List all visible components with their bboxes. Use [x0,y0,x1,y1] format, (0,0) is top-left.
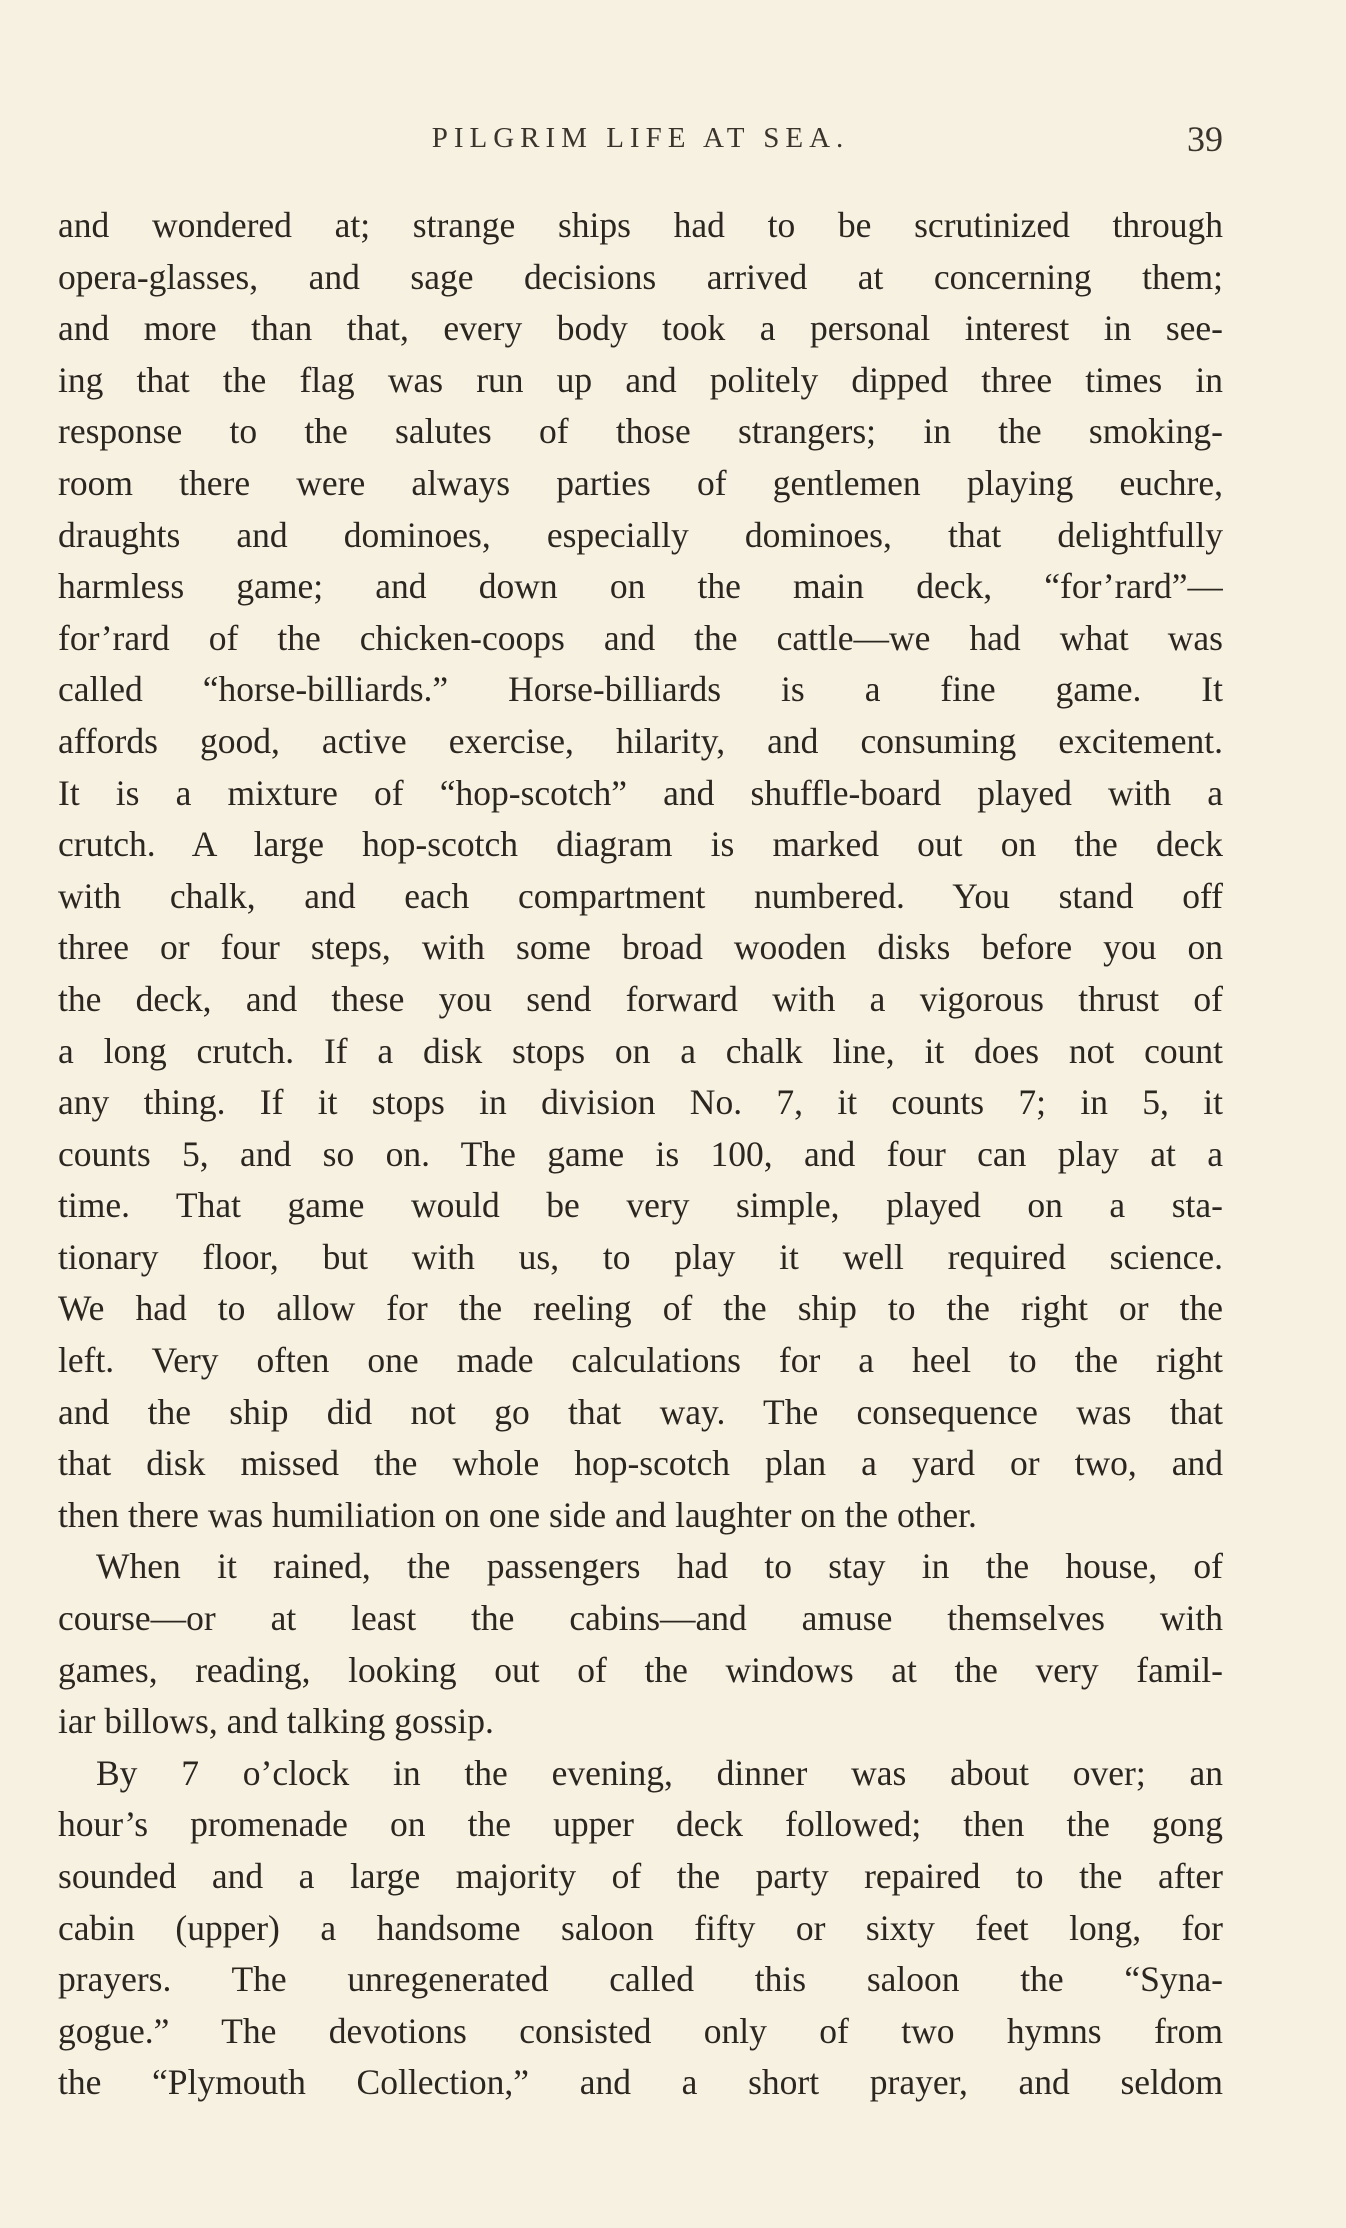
text-line: any thing. If it stops in division No. 7, it counts 7; in 5, it [58,1082,1223,1123]
body-text [58,200,1223,2109]
running-head: PILGRIM LIFE AT SEA. [431,122,850,154]
text-line: with chalk, and each compartment numbered. You stand off [58,875,1223,916]
text-line: It is a mixture of “hop-scotch” and shuffle-board played with a [58,772,1223,813]
text-line: ing that the flag was run up and politely dipped three times in [58,359,1223,400]
text-line: the deck, and these you send forward with a vigorous thrust of [58,978,1223,1019]
page-header [58,119,1223,162]
text-line: left. Very often one made calculations for a heel to the right [58,1340,1223,1381]
text-line: and wondered at; strange ships had to be scrutinized through [58,205,1223,245]
text-line: hour’s promenade on the upper deck followed; then the gong [58,1804,1223,1845]
text-line: opera-glasses, and sage decisions arrived at concerning them; [58,256,1223,297]
text-line: course—or at least the cabins—and amuse themselves with [58,1598,1223,1639]
text-line: sounded and a large majority of the party repaired to the after [58,1856,1223,1896]
text-line: We had to allow for the reeling of the ship to the right or the [58,1288,1223,1329]
text-line: called “horse-billiards.” Horse-billiards is a fine game. It [58,669,1223,710]
text-line: affords good, active exercise, hilarity, and consuming excitement. [58,720,1223,761]
text-line: for’rard of the chicken-coops and the cattle—we had what was [58,617,1223,658]
text-line: response to the salutes of those strangers; in the smoking- [58,411,1223,452]
text-line: harmless game; and down on the main deck, “for’rard”— [58,566,1223,607]
text-line: iar billows, and talking gossip. [58,1701,494,1742]
text-line: games, reading, looking out of the windows at the very famil- [58,1649,1223,1690]
text-line: and the ship did not go that way. The consequence was that [58,1391,1223,1432]
text-line: When it rained, the passengers had to stay in the house, of [96,1546,1223,1587]
text-line: three or four steps, with some broad wooden disks before you on [58,927,1223,968]
text-line: counts 5, and so on. The game is 100, and four can play at a [58,1133,1223,1174]
page-number: 39 [1187,119,1223,159]
text-line: and more than that, every body took a personal interest in see- [58,308,1223,349]
text-line: gogue.” The devotions consisted only of two hymns from [58,2010,1223,2051]
text-line: crutch. A large hop-scotch diagram is marked out on the deck [58,824,1223,865]
text-line: draughts and dominoes, especially dominoes, that delightfully [58,514,1223,555]
text-line: that disk missed the whole hop-scotch plan a yard or two, and [58,1443,1223,1484]
text-line: then there was humiliation on one side and laughter on the other. [58,1494,977,1535]
text-line: the “Plymouth Collection,” and a short prayer, and seldom [58,2062,1223,2103]
text-line: cabin (upper) a handsome saloon fifty or sixty feet long, for [58,1907,1223,1948]
text-line: By 7 o’clock in the evening, dinner was about over; an [96,1752,1223,1793]
text-line: a long crutch. If a disk stops on a chalk line, it does not count [58,1030,1223,1071]
text-line: tionary floor, but with us, to play it well required science. [58,1236,1223,1277]
text-line: prayers. The unregenerated called this saloon the “Syna- [58,1959,1223,2000]
text-line: room there were always parties of gentlemen playing euchre, [58,462,1223,503]
text-line: time. That game would be very simple, played on a sta- [58,1185,1223,1226]
